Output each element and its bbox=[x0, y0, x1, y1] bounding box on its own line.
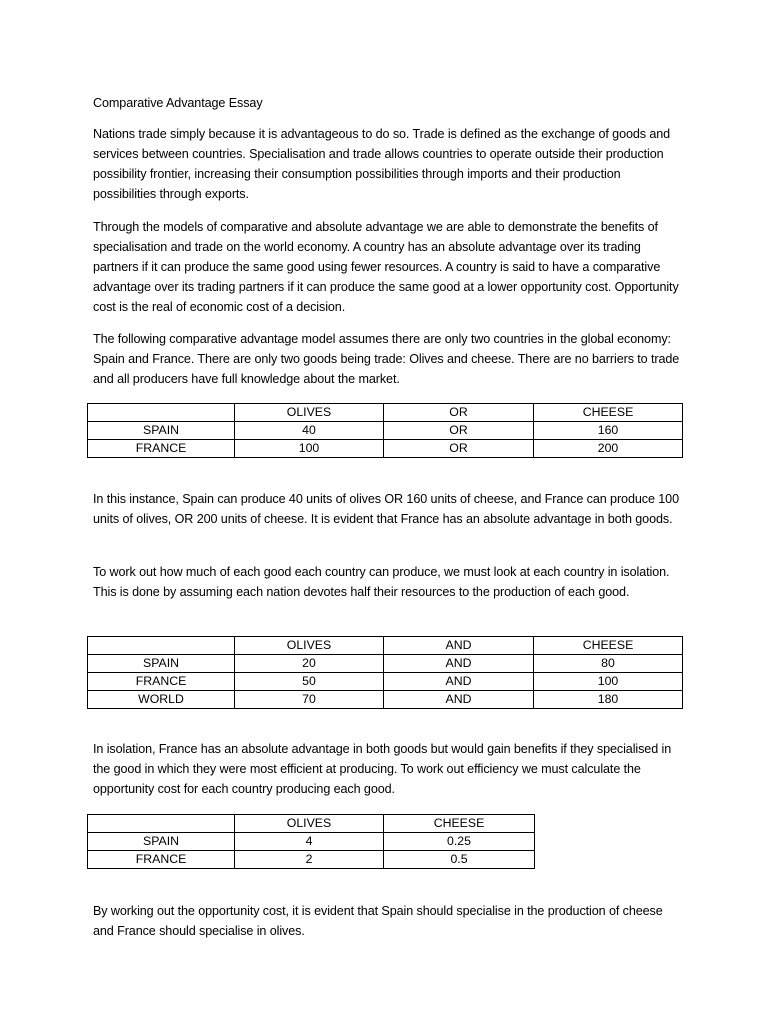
table-cell: OR bbox=[384, 422, 534, 440]
table-row bbox=[88, 691, 683, 709]
table-cell: AND bbox=[384, 637, 534, 655]
table-row bbox=[88, 655, 683, 673]
table-cell: OR bbox=[384, 440, 534, 458]
paragraph-intro: Nations trade simply because it is advantageous to do so. Trade is defined as the exchange of goods and services between countries. Specialisation and trade allows countries to operate outside their production possibility frontier, increasing their consumption possibilities through imports and their production possibilities through exports. bbox=[93, 127, 671, 201]
table-cell: FRANCE bbox=[88, 673, 235, 691]
table-row bbox=[88, 851, 535, 869]
paragraph-conclusion: By working out the opportunity cost, it is evident that Spain should specialise in the production of cheese and France should specialise in olives. bbox=[93, 904, 663, 938]
table-cell: 40 bbox=[235, 422, 384, 440]
table-cell: AND bbox=[384, 673, 534, 691]
table-cell: 180 bbox=[534, 691, 683, 709]
table-cell: CHEESE bbox=[384, 815, 535, 833]
table-header-row bbox=[88, 637, 683, 655]
paragraph-isolation-method: To work out how much of each good each country can produce, we must look at each country in isolation. This is done by assuming each nation devotes half their resources to the production of each good. bbox=[93, 565, 670, 599]
table-cell: OLIVES bbox=[235, 404, 384, 422]
table-cell: FRANCE bbox=[88, 851, 235, 869]
table-cell: SPAIN bbox=[88, 422, 235, 440]
table-cell: WORLD bbox=[88, 691, 235, 709]
table-cell bbox=[88, 637, 235, 655]
table-cell: 4 bbox=[235, 833, 384, 851]
table-cell: 160 bbox=[534, 422, 683, 440]
paragraph-instance: In this instance, Spain can produce 40 units of olives OR 160 units of cheese, and France can produce 100 units of olives, OR 200 units of cheese. It is evident that France has an absolute advantage in both goods. bbox=[93, 492, 679, 526]
table-cell: AND bbox=[384, 655, 534, 673]
table-row bbox=[88, 673, 683, 691]
table-cell: CHEESE bbox=[534, 404, 683, 422]
table-cell: OLIVES bbox=[235, 815, 384, 833]
paragraph-assumptions: The following comparative advantage model assumes there are only two countries in the global economy: Spain and France. There are only two goods being trade: Olives and cheese. There are no barriers to trade and all producers have full knowledge about the market. bbox=[93, 332, 680, 386]
table-cell: 100 bbox=[235, 440, 384, 458]
table-row bbox=[88, 833, 535, 851]
isolation-production-table bbox=[87, 636, 683, 709]
table-cell: 20 bbox=[235, 655, 384, 673]
table-cell: SPAIN bbox=[88, 833, 235, 851]
table-cell: 2 bbox=[235, 851, 384, 869]
opportunity-cost-table bbox=[87, 814, 535, 869]
paragraph-models: Through the models of comparative and absolute advantage we are able to demonstrate the benefits of specialisation and trade on the world economy. A country has an absolute advantage over its trading partners if it can produce the same good using fewer resources. A country is said to have a comparative advantage over its trading partners if it can produce the same good at a lower opportunity cost. Opportunity cost is the real of economic cost of a decision. bbox=[93, 220, 679, 314]
table-cell: 80 bbox=[534, 655, 683, 673]
paragraph-efficiency: In isolation, France has an absolute advantage in both goods but would gain benefits if they specialised in the good in which they were most efficient at producing. To work out efficiency we must calculate the opportunity cost for each country producing each good. bbox=[93, 742, 672, 796]
table-cell: FRANCE bbox=[88, 440, 235, 458]
table-cell: 0.25 bbox=[384, 833, 535, 851]
table-cell: OR bbox=[384, 404, 534, 422]
table-row bbox=[88, 422, 683, 440]
table-header-row bbox=[88, 404, 683, 422]
table-cell: AND bbox=[384, 691, 534, 709]
table-cell: OLIVES bbox=[235, 637, 384, 655]
table-cell bbox=[88, 815, 235, 833]
table-cell bbox=[88, 404, 235, 422]
table-cell: CHEESE bbox=[534, 637, 683, 655]
essay-title: Comparative Advantage Essay bbox=[93, 96, 263, 110]
table-header-row bbox=[88, 815, 535, 833]
table-cell: 200 bbox=[534, 440, 683, 458]
table-cell: SPAIN bbox=[88, 655, 235, 673]
table-cell: 100 bbox=[534, 673, 683, 691]
table-cell: 0.5 bbox=[384, 851, 535, 869]
table-cell: 50 bbox=[235, 673, 384, 691]
table-row bbox=[88, 440, 683, 458]
table-cell: 70 bbox=[235, 691, 384, 709]
production-table bbox=[87, 403, 683, 458]
